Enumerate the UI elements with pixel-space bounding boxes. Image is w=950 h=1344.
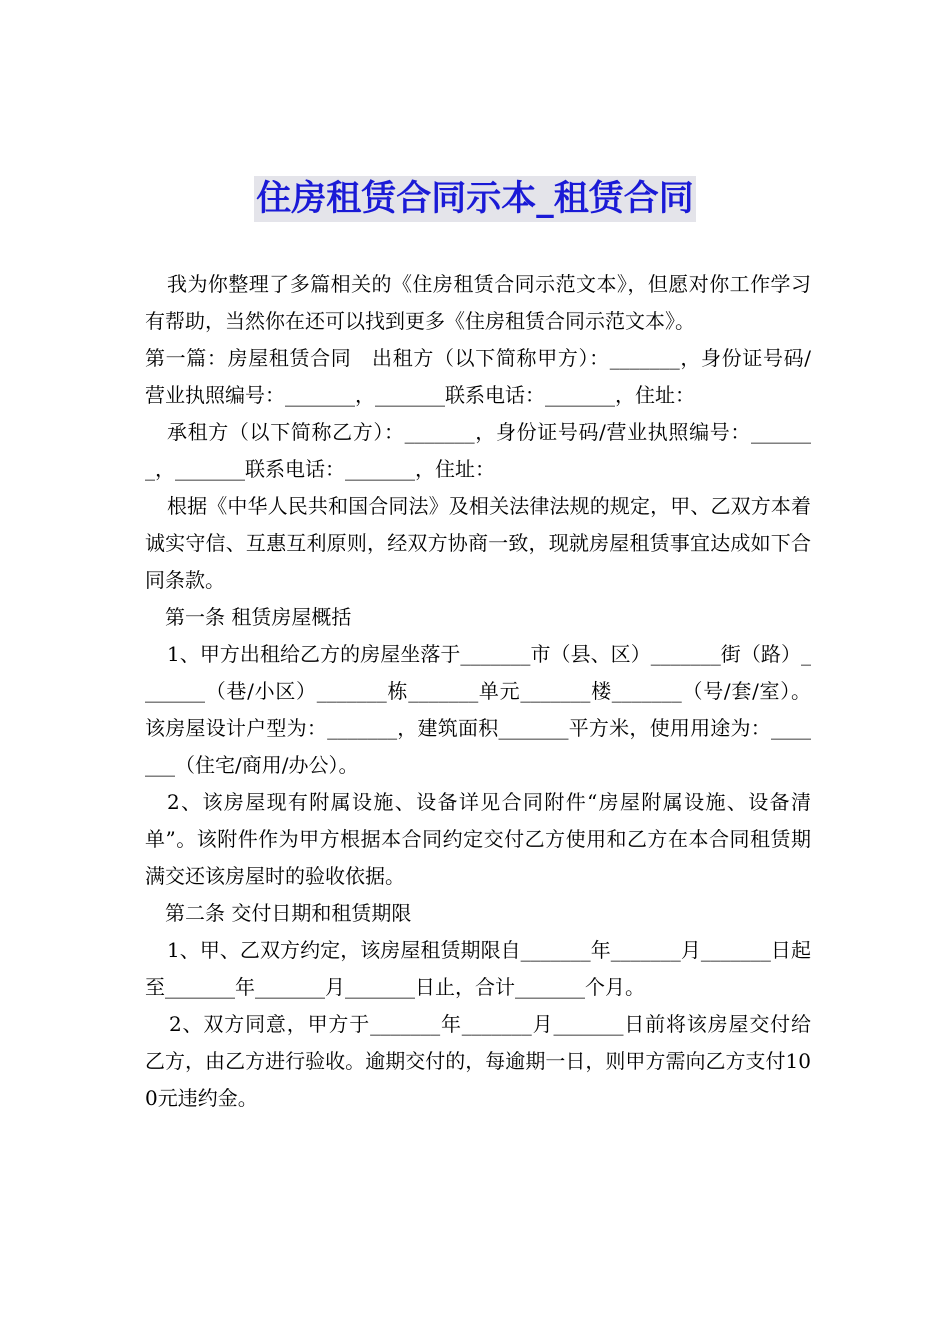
document-title [0,176,950,222]
article-1-clause-1: 1、甲方出租给乙方的房屋坐落于_______市（县、区）_______街（路）_______（巷/小区）_______栋_______单元_______楼_______（号/套/室）。该房屋设计户型为：_______，建筑面积_______平方米，使用用途为：_______（住宅/商用/办公）。 [145,642,811,777]
document-title-text: 住房租赁合同示本_租赁合同 [254,176,696,222]
article-2-clause-2: 2、双方同意，甲方于_______年_______月_______日前将该房屋交付给乙方，由乙方进行验收。逾期交付的，每逾期一日，则甲方需向乙方支付100元违约金。 [145,1012,811,1110]
document-body [145,266,811,1117]
legal-basis-paragraph: 根据《中华人民共和国合同法》及相关法律法规的规定，甲、乙双方本着诚实守信、互惠互利原则，经双方协商一致，现就房屋租赁事宜达成如下合同条款。 [145,494,811,592]
article-2-heading: 第二条 交付日期和租赁期限 [165,901,412,925]
lessor-paragraph: 第一篇：房屋租赁合同 出租方（以下简称甲方）：_______，身份证号码/营业执照编号：_______，_______联系电话：_______，住址： [145,346,811,407]
article-1-clause-2: 2、该房屋现有附属设施、设备详见合同附件“房屋附属设施、设备清单”。该附件作为甲方根据本合同约定交付乙方使用和乙方在本合同租赁期满交还该房屋时的验收依据。 [145,790,811,888]
lessee-paragraph: 承租方（以下简称乙方）：_______，身份证号码/营业执照编号：_______，_______联系电话：_______，住址： [145,420,811,481]
article-1-heading: 第一条 租赁房屋概括 [165,605,352,629]
intro-paragraph: 我为你整理了多篇相关的《住房租赁合同示范文本》，但愿对你工作学习有帮助，当然你在还可以找到更多《住房租赁合同示范文本》。 [145,272,811,333]
article-2-clause-1: 1、甲、乙双方约定，该房屋租赁期限自_______年_______月_______日起至_______年_______月_______日止，合计_______个月。 [145,938,811,999]
